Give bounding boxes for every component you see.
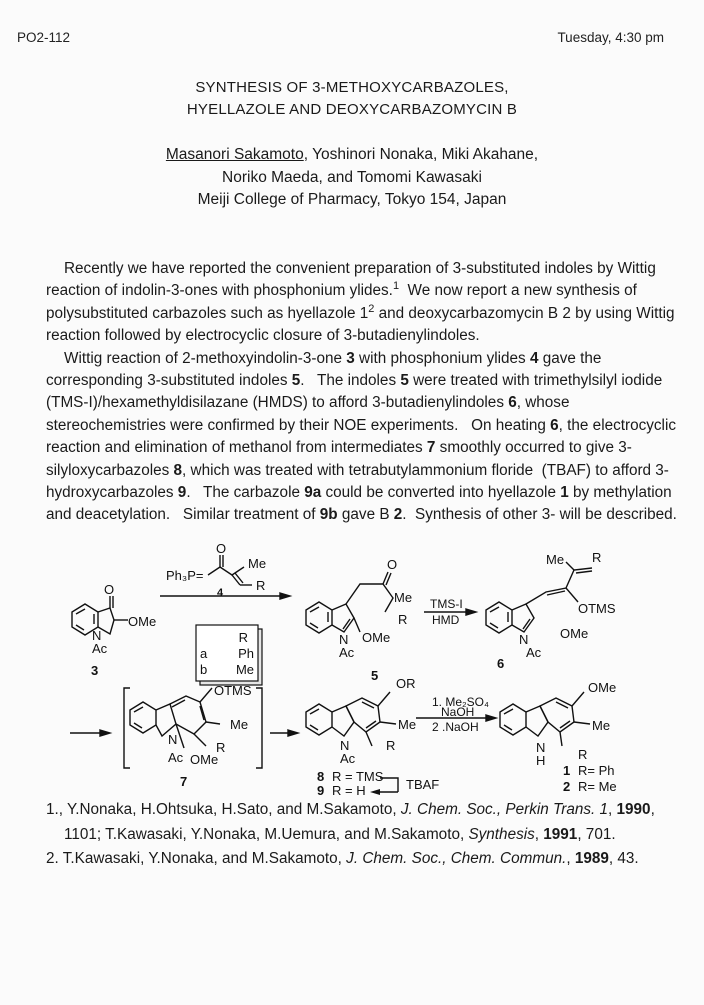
substituent-definition: R= Me [578, 779, 617, 794]
atom-label: Me [394, 590, 413, 605]
substituent-table [196, 625, 262, 685]
paragraph-1: Recently we have reported the convenient preparation of 3-substituted indoles by Wittig reaction of indolin-3-ones with phosphonium ylides.$^1$ We now report a new synthesis of polysubstituted carbazoles such as hyellazole $1^2$ and deoxycarbazomycin B 2 by using Wittig reaction followed by electrocyclic closure of 3-butadienylindoles. [46, 260, 675, 345]
atom-label: R [386, 738, 396, 753]
atom-label: R [578, 747, 588, 762]
abstract-code: PO2-112 [17, 30, 71, 45]
table-key: b [200, 662, 208, 677]
reagent-label: NaOH [441, 705, 475, 719]
atom-label: OTMS [214, 683, 252, 698]
reference-1: 1., Y.Nonaka, H.Ohtsuka, H.Sato, and M.Sakamoto, J. Chem. Soc., Perkin Trans. 1, 1990, 1101; T.Kawasaki, Y.Nonaka, M.Uemura, and M.Sakamoto, Synthesis, 1991, 701. [46, 801, 655, 843]
authors-rest: , Yoshinori Nonaka, Miki Akahane, [303, 146, 539, 163]
atom-label: N [339, 632, 349, 647]
atom-label: Me [398, 717, 417, 732]
title-line-2: HYELLAZOLE AND DEOXYCARBAZOMYCIN B [186, 101, 518, 118]
atom-label: R [398, 612, 408, 627]
compound-label: 1 [563, 763, 571, 778]
table-value: Me [235, 662, 254, 677]
atom-label: R [592, 550, 602, 565]
reagent-label: TMS-I [430, 597, 463, 611]
atom-label: R [216, 740, 226, 755]
authors-line-2: Noriko Maeda, and Tomomi Kawasaki [222, 169, 482, 186]
compound-label: 3 [91, 663, 99, 678]
compound-5-structure [306, 572, 393, 633]
compound-label: 8 [317, 769, 325, 784]
compound-1-2-structure [500, 692, 590, 746]
atom-label: O [104, 582, 115, 597]
atom-label: Ac [339, 645, 355, 660]
reaction-scheme [0, 540, 704, 796]
authors-line-1 [0, 146, 704, 164]
substituent-definition: R = TMS [332, 769, 384, 784]
atom-label: Me [230, 717, 249, 732]
atom-label: Me [592, 718, 611, 733]
compound-label: 5 [371, 668, 379, 683]
compound-label: 4 [217, 587, 224, 599]
atom-label: N [536, 740, 546, 755]
atom-label: O [216, 541, 227, 556]
atom-label: Me [248, 556, 267, 571]
compound-label: 9 [317, 783, 325, 796]
atom-label: N [92, 628, 102, 643]
atom-label: Ac [168, 750, 184, 765]
compound-6-structure [486, 562, 592, 633]
affiliation: Meiji College of Pharmacy, Tokyo 154, Japan [197, 191, 507, 208]
paragraph-2: Wittig reaction of 2-methoxyindolin-3-one 3 with phosphonium ylides 4 gave the corresponding 3-substituted indoles 5. The indoles 5 were treated with trimethylsilyl iodide (TMS-I)/hexamethyldisilazane (HMDS) to afford 3-butadienylindoles 6, whose stereochemistries were confirmed by their NOE experiments. On heating 6, the electrocyclic reaction and elimination of methanol from intermediates 7 smoothly occurred to give 3-silyloxycarbazoles 8, which was treated with tetrabutylammonium floride (TBAF) to afford 3-hydroxycarbazoles 9. The carbazole 9a could be converted into hyellazole 1 by methylation and deacetylation. Similar treatment of 9b gave B 2. Synthesis of other 3- will be described. [46, 349, 677, 524]
substituent-definition: R= Ph [578, 763, 615, 778]
atom-label: OMe [560, 626, 589, 641]
substituent-definition: R = H [332, 783, 366, 796]
compound-label: 6 [497, 656, 505, 671]
atom-label: Me [546, 552, 565, 567]
atom-label: OMe [190, 752, 219, 767]
atom-label: O [387, 557, 398, 572]
atom-label: Ac [340, 751, 356, 766]
reagent-label: TBAF [406, 777, 440, 792]
session-time: Tuesday, 4:30 pm [557, 30, 664, 45]
atom-label: OTMS [578, 601, 616, 616]
table-key: a [200, 646, 208, 661]
atom-label: N [340, 738, 350, 753]
atom-label: OMe [588, 680, 617, 695]
references [46, 798, 686, 872]
compound-8-9-structure [306, 692, 396, 746]
ref-marker: 1 [392, 280, 400, 293]
reference-2: 2. T.Kawasaki, Y.Nonaka, and M.Sakamoto, J. Chem. Soc., Chem. Commun., 1989, 43. [46, 850, 639, 868]
reagent-label: 2 .NaOH [432, 720, 479, 734]
presenting-author: Masanori Sakamoto [165, 146, 304, 163]
table-header-r: R [238, 630, 248, 645]
ref-marker: 2 [368, 302, 375, 315]
reagent-4-ylide: Ph₃P= [166, 568, 204, 583]
abstract-body [46, 258, 686, 527]
compound-label: 2 [563, 779, 571, 794]
atom-label: N [519, 632, 529, 647]
atom-label: OMe [362, 630, 391, 645]
atom-label: H [536, 753, 546, 768]
atom-label: OMe [128, 614, 157, 629]
reagent-label: 1. Me₂SO₄ [432, 695, 489, 709]
title-line-1: SYNTHESIS OF 3-METHOXYCARBAZOLES, [195, 79, 509, 96]
reagent-label: HMD [432, 613, 460, 627]
table-value: Ph [238, 646, 254, 661]
compound-label: 7 [180, 774, 188, 789]
atom-label: Ac [92, 641, 108, 656]
atom-label: R [256, 578, 266, 593]
atom-label: N [168, 732, 178, 747]
atom-label: OR [396, 676, 416, 691]
atom-label: Ac [526, 645, 542, 660]
